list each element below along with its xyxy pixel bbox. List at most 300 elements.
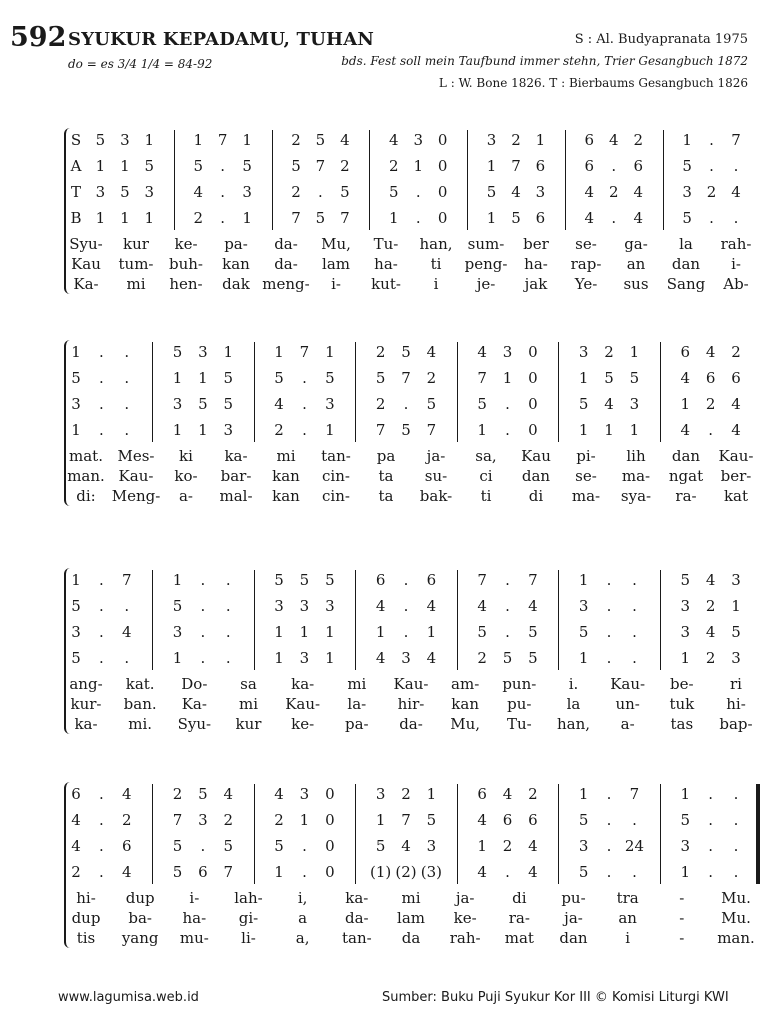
note: 5 bbox=[242, 157, 252, 175]
note: 3 bbox=[486, 131, 497, 149]
lyric-syllable: ri bbox=[730, 675, 742, 693]
note: 5 bbox=[95, 131, 106, 149]
note: 6 bbox=[584, 131, 595, 149]
lyric-syllable: ke- bbox=[291, 715, 315, 733]
voice-label: B bbox=[70, 209, 82, 227]
note: 5 bbox=[375, 837, 386, 855]
lyric-syllable: kan bbox=[272, 487, 300, 505]
note: 5 bbox=[315, 131, 326, 149]
lyric-syllable: sya- bbox=[620, 487, 652, 505]
lyric-syllable: ga- bbox=[624, 235, 648, 253]
note: 2 bbox=[223, 811, 234, 829]
lyric-syllable: sa, bbox=[475, 447, 497, 465]
lyric-syllable: hen- bbox=[169, 275, 203, 293]
lyric-syllable: ban. bbox=[123, 695, 157, 713]
lyric-syllable: Ka- bbox=[181, 695, 207, 713]
note: . bbox=[98, 597, 104, 615]
note: 1 bbox=[95, 157, 106, 175]
lyric-syllable: ja- bbox=[564, 909, 583, 927]
note: 1 bbox=[144, 131, 155, 149]
note: 1 bbox=[477, 421, 487, 439]
note: . bbox=[505, 597, 510, 615]
note: 1 bbox=[172, 571, 183, 589]
note: . bbox=[124, 369, 130, 387]
lyric-syllable: Kau- bbox=[118, 467, 154, 485]
note: . bbox=[708, 863, 713, 881]
lyric-syllable: tuk bbox=[669, 695, 695, 713]
note: . bbox=[200, 837, 206, 855]
note: . bbox=[606, 597, 612, 615]
note: 0 bbox=[437, 131, 448, 149]
lyric-syllable: - bbox=[679, 909, 685, 927]
note: . bbox=[124, 649, 130, 667]
note: 4 bbox=[121, 785, 132, 803]
lyric-syllable: a bbox=[298, 909, 308, 927]
lyric-syllable: bap- bbox=[719, 715, 753, 733]
voice-row-soprano bbox=[0, 568, 768, 592]
note: 5 bbox=[682, 209, 692, 227]
note: . bbox=[505, 623, 510, 641]
note: . bbox=[733, 209, 739, 227]
note: 1 bbox=[578, 369, 589, 387]
note: 6 bbox=[502, 811, 513, 829]
note: 1 bbox=[578, 571, 589, 589]
note: . bbox=[124, 343, 130, 361]
lyric-syllable: kat. bbox=[125, 675, 155, 693]
lyric-syllable: Syu- bbox=[69, 235, 103, 253]
note: . bbox=[403, 395, 409, 413]
lyric-syllable: Tu- bbox=[506, 715, 532, 733]
note: 4 bbox=[705, 343, 716, 361]
note: . bbox=[98, 571, 104, 589]
note: . bbox=[318, 183, 323, 201]
note: 6 bbox=[584, 157, 595, 175]
note: 1 bbox=[223, 343, 234, 361]
note: 2 bbox=[477, 649, 487, 667]
note: 7 bbox=[315, 157, 326, 175]
note: . bbox=[225, 623, 231, 641]
note: . bbox=[606, 649, 612, 667]
note: . bbox=[302, 863, 307, 881]
note: 5 bbox=[528, 623, 538, 641]
note: . bbox=[124, 395, 130, 413]
note: 4 bbox=[731, 183, 741, 201]
note: 5 bbox=[172, 343, 183, 361]
lyric-syllable: ka- bbox=[291, 675, 315, 693]
lyric-syllable: da- bbox=[345, 909, 369, 927]
note: 1 bbox=[120, 209, 130, 227]
note: 0 bbox=[437, 209, 448, 227]
note: . bbox=[225, 597, 231, 615]
note: 1 bbox=[325, 343, 335, 361]
note: . bbox=[98, 811, 104, 829]
note: 7 bbox=[121, 571, 132, 589]
lyric-syllable: - bbox=[679, 929, 685, 947]
note: 1 bbox=[604, 421, 614, 439]
note: . bbox=[606, 623, 612, 641]
lyric-syllable: ma- bbox=[621, 467, 651, 485]
lyric-line bbox=[0, 466, 768, 486]
note: 2 bbox=[340, 157, 350, 175]
lyric-syllable: Kau- bbox=[718, 447, 754, 465]
lyric-syllable: buh- bbox=[169, 255, 203, 273]
note: 3 bbox=[680, 623, 690, 641]
note: . bbox=[611, 157, 617, 175]
note: 1 bbox=[680, 649, 690, 667]
note: . bbox=[220, 209, 226, 227]
note: . bbox=[708, 811, 713, 829]
lyric-syllable: meng- bbox=[262, 275, 310, 293]
lyric-syllable: ma- bbox=[571, 487, 601, 505]
lyric-syllable: ber- bbox=[720, 467, 752, 485]
note: 1 bbox=[680, 395, 690, 413]
lyric-syllable: a- bbox=[178, 487, 194, 505]
lyric-syllable: Kau- bbox=[393, 675, 429, 693]
note: 2 bbox=[633, 131, 643, 149]
lyric-syllable: di bbox=[528, 487, 544, 505]
lyric-syllable: se- bbox=[575, 467, 597, 485]
note: 4 bbox=[731, 421, 741, 439]
note: 1 bbox=[486, 209, 497, 227]
lyric-line bbox=[0, 274, 768, 294]
note: 4 bbox=[426, 649, 437, 667]
note: 1 bbox=[120, 157, 130, 175]
lyric-syllable: kan bbox=[222, 255, 250, 273]
lyric-line bbox=[0, 908, 768, 928]
note: 7 bbox=[528, 571, 538, 589]
note: . bbox=[733, 863, 739, 881]
note: 4 bbox=[633, 209, 643, 227]
lyric-syllable: ha- bbox=[524, 255, 548, 273]
note: 7 bbox=[217, 131, 228, 149]
lyric-syllable: pa bbox=[376, 447, 396, 465]
note: . bbox=[606, 785, 612, 803]
lyric-syllable: ka- bbox=[224, 447, 248, 465]
lyric-syllable: ke- bbox=[453, 909, 477, 927]
voice-row-bass bbox=[0, 860, 768, 884]
note: 1 bbox=[629, 343, 640, 361]
lyric-syllable: dan bbox=[559, 929, 588, 947]
note: 3 bbox=[223, 421, 234, 439]
lyric-syllable: cin- bbox=[322, 467, 350, 485]
lyric-syllable: se- bbox=[575, 235, 597, 253]
note: 2 bbox=[528, 785, 538, 803]
lyric-syllable: i- bbox=[189, 889, 200, 907]
note: (3) bbox=[420, 863, 442, 881]
lyric-syllable: kur- bbox=[70, 695, 102, 713]
lyric-syllable: han, bbox=[419, 235, 453, 253]
note: 2 bbox=[705, 395, 716, 413]
note: . bbox=[225, 571, 231, 589]
lyric-syllable: Mu. bbox=[721, 909, 751, 927]
lyric-syllable: dak bbox=[222, 275, 250, 293]
harmony-credit: L : W. Bone 1826. T : Bierbaums Gesangbuch 1826 bbox=[438, 76, 748, 90]
note: 1 bbox=[486, 157, 497, 175]
note: 7 bbox=[223, 863, 234, 881]
note: 5 bbox=[198, 785, 208, 803]
note: 4 bbox=[274, 395, 284, 413]
lyric-syllable: mu- bbox=[179, 929, 209, 947]
voice-label: S bbox=[70, 131, 82, 149]
note: 1 bbox=[375, 623, 386, 641]
note: 1 bbox=[325, 623, 335, 641]
note: 3 bbox=[680, 837, 690, 855]
lyric-syllable: a, bbox=[295, 929, 310, 947]
lyric-syllable: kur bbox=[235, 715, 262, 733]
lyric-syllable: ko- bbox=[174, 467, 198, 485]
note: 1 bbox=[193, 131, 203, 149]
voice-row-tenor bbox=[0, 180, 768, 204]
lyric-syllable: Kau bbox=[521, 447, 551, 465]
note: (1) bbox=[369, 863, 392, 881]
note: 3 bbox=[299, 597, 310, 615]
lyric-syllable: dup bbox=[125, 889, 155, 907]
note: 2 bbox=[274, 421, 284, 439]
lyric-syllable: lam bbox=[397, 909, 425, 927]
lyric-syllable: pu- bbox=[507, 695, 532, 713]
note: 5 bbox=[680, 811, 690, 829]
note: 2 bbox=[388, 157, 399, 175]
note: 6 bbox=[705, 369, 716, 387]
note: 5 bbox=[426, 811, 437, 829]
lyric-syllable: bar- bbox=[220, 467, 252, 485]
note: 4 bbox=[223, 785, 234, 803]
note: 4 bbox=[731, 395, 741, 413]
note: 0 bbox=[325, 837, 335, 855]
note: 5 bbox=[731, 623, 741, 641]
lyric-syllable: pi- bbox=[576, 447, 596, 465]
note: . bbox=[302, 421, 307, 439]
lyric-line bbox=[0, 446, 768, 466]
note: 7 bbox=[511, 157, 521, 175]
lyric-syllable: a- bbox=[620, 715, 635, 733]
note: . bbox=[200, 571, 206, 589]
note: 1 bbox=[375, 811, 386, 829]
note: 5 bbox=[486, 183, 497, 201]
lyric-syllable: Kau- bbox=[610, 675, 646, 693]
note: 4 bbox=[477, 811, 487, 829]
note: . bbox=[709, 131, 714, 149]
note: 3 bbox=[198, 811, 208, 829]
lyric-syllable: ta bbox=[378, 487, 394, 505]
note: 5 bbox=[401, 421, 411, 439]
note: 4 bbox=[528, 863, 538, 881]
lyric-syllable: sum- bbox=[467, 235, 505, 253]
note: 6 bbox=[121, 837, 132, 855]
source-credit: Sumber: Buku Puji Syukur Kor III © Komisi Liturgi KWI bbox=[382, 990, 729, 1005]
note: 2 bbox=[375, 343, 386, 361]
note: . bbox=[505, 421, 510, 439]
note: 7 bbox=[629, 785, 640, 803]
note: 5 bbox=[315, 209, 326, 227]
lyric-syllable: kut- bbox=[371, 275, 401, 293]
note: 1 bbox=[144, 209, 155, 227]
lyric-syllable: ja- bbox=[426, 447, 446, 465]
note: 2 bbox=[71, 863, 81, 881]
note: 4 bbox=[426, 343, 437, 361]
note: 2 bbox=[502, 837, 513, 855]
note: 2 bbox=[121, 811, 132, 829]
lyric-syllable: ngat bbox=[668, 467, 704, 485]
website-link[interactable]: www.lagumisa.web.id bbox=[58, 990, 199, 1005]
lyric-syllable: tis bbox=[76, 929, 96, 947]
lyric-syllable: di bbox=[512, 889, 527, 907]
lyric-syllable: tra bbox=[616, 889, 639, 907]
lyric-syllable: gi- bbox=[238, 909, 259, 927]
note: 5 bbox=[223, 837, 234, 855]
note: 3 bbox=[680, 597, 690, 615]
note: 4 bbox=[121, 863, 132, 881]
note: 1 bbox=[629, 421, 640, 439]
note: 5 bbox=[198, 395, 208, 413]
note: 4 bbox=[528, 837, 538, 855]
note: 3 bbox=[578, 343, 589, 361]
note: 3 bbox=[172, 395, 183, 413]
note: 4 bbox=[633, 183, 643, 201]
lyric-syllable: man. bbox=[67, 467, 105, 485]
lyric-syllable: kur bbox=[123, 235, 149, 253]
note: 4 bbox=[193, 183, 203, 201]
note: 1 bbox=[680, 785, 690, 803]
note: 5 bbox=[223, 395, 234, 413]
note: 5 bbox=[340, 183, 350, 201]
note: 3 bbox=[731, 571, 741, 589]
note: . bbox=[632, 597, 637, 615]
lyric-syllable: tum- bbox=[118, 255, 154, 273]
note: 4 bbox=[477, 863, 487, 881]
note: 1 bbox=[535, 131, 546, 149]
lyric-syllable: da bbox=[401, 929, 421, 947]
lyric-syllable: tas bbox=[670, 715, 694, 733]
lyric-syllable: Tu- bbox=[373, 235, 399, 253]
note: 3 bbox=[535, 183, 546, 201]
note: 5 bbox=[426, 395, 437, 413]
note: . bbox=[200, 649, 206, 667]
lyric-syllable: lih bbox=[626, 447, 646, 465]
note: 7 bbox=[299, 343, 310, 361]
note: 6 bbox=[528, 811, 538, 829]
lyric-syllable: ber bbox=[523, 235, 549, 253]
note: 24 bbox=[624, 837, 644, 855]
note: . bbox=[200, 623, 206, 641]
lyric-syllable: cin- bbox=[322, 487, 350, 505]
note: 6 bbox=[198, 863, 208, 881]
text-credit: S : Al. Budyapranata 1975 bbox=[574, 32, 748, 47]
note: . bbox=[200, 597, 206, 615]
note: 5 bbox=[578, 811, 589, 829]
note: . bbox=[415, 183, 421, 201]
note: . bbox=[220, 183, 226, 201]
lyric-syllable: pu- bbox=[561, 889, 586, 907]
note: . bbox=[124, 421, 130, 439]
voice-row-bass bbox=[0, 418, 768, 442]
lyric-syllable: i- bbox=[731, 255, 741, 273]
lyric-syllable: la- bbox=[347, 695, 367, 713]
note: 1 bbox=[172, 421, 183, 439]
voice-row-soprano bbox=[0, 128, 768, 152]
lyric-syllable: han, bbox=[556, 715, 591, 733]
note: 1 bbox=[71, 571, 81, 589]
note: . bbox=[708, 785, 713, 803]
lyric-syllable: an bbox=[626, 255, 646, 273]
voice-row-tenor bbox=[0, 392, 768, 416]
lyric-syllable: mi bbox=[276, 447, 296, 465]
note: 2 bbox=[401, 785, 411, 803]
note: (2) bbox=[395, 863, 417, 881]
note: 1 bbox=[502, 369, 513, 387]
note: 4 bbox=[705, 571, 716, 589]
lyric-syllable: su- bbox=[424, 467, 448, 485]
lyric-syllable: Sang bbox=[666, 275, 706, 293]
note: . bbox=[632, 811, 637, 829]
note: 2 bbox=[604, 343, 614, 361]
note: 7 bbox=[172, 811, 183, 829]
note: 5 bbox=[274, 837, 284, 855]
note: 2 bbox=[291, 183, 301, 201]
lyric-syllable: Kau bbox=[71, 255, 101, 273]
note: 5 bbox=[291, 157, 301, 175]
note: 0 bbox=[528, 343, 538, 361]
lyric-syllable: Ab- bbox=[723, 275, 749, 293]
note: 5 bbox=[325, 369, 335, 387]
note: . bbox=[611, 209, 617, 227]
note: 0 bbox=[528, 369, 538, 387]
hymn-title: SYUKUR KEPADAMU, TUHAN bbox=[68, 29, 375, 50]
note: . bbox=[124, 597, 130, 615]
note: 1 bbox=[242, 131, 252, 149]
note: . bbox=[220, 157, 226, 175]
note: 3 bbox=[299, 649, 310, 667]
note: 1 bbox=[578, 421, 589, 439]
note: 1 bbox=[477, 837, 487, 855]
lyric-syllable: jak bbox=[524, 275, 548, 293]
note: 3 bbox=[375, 785, 386, 803]
lyric-syllable: Do- bbox=[181, 675, 208, 693]
lyric-syllable: tan- bbox=[341, 929, 372, 947]
voice-row-alto bbox=[0, 808, 768, 832]
note: . bbox=[709, 209, 714, 227]
note: 1 bbox=[274, 649, 284, 667]
note: 1 bbox=[71, 343, 81, 361]
lyric-syllable: pa- bbox=[224, 235, 248, 253]
note: 1 bbox=[680, 863, 690, 881]
note: 2 bbox=[426, 369, 437, 387]
note: 5 bbox=[578, 395, 589, 413]
note: 6 bbox=[426, 571, 437, 589]
lyric-syllable: bak- bbox=[419, 487, 453, 505]
note: 1 bbox=[274, 623, 284, 641]
note: 1 bbox=[682, 131, 692, 149]
note: 3 bbox=[578, 837, 589, 855]
note: 1 bbox=[413, 157, 423, 175]
note: 4 bbox=[502, 785, 513, 803]
lyric-syllable: mi bbox=[347, 675, 367, 693]
note: . bbox=[505, 395, 510, 413]
note: . bbox=[98, 369, 104, 387]
lyric-syllable: dup bbox=[71, 909, 101, 927]
note: 5 bbox=[511, 209, 521, 227]
note: . bbox=[606, 811, 612, 829]
note: 5 bbox=[71, 369, 81, 387]
lyric-syllable: je- bbox=[476, 275, 496, 293]
lyric-syllable: ka- bbox=[74, 715, 98, 733]
voice-label: T bbox=[70, 183, 82, 201]
lyric-syllable: ti bbox=[480, 487, 492, 505]
note: 6 bbox=[633, 157, 643, 175]
note: 3 bbox=[413, 131, 423, 149]
lyric-line bbox=[0, 486, 768, 506]
lyric-syllable: peng- bbox=[464, 255, 508, 273]
